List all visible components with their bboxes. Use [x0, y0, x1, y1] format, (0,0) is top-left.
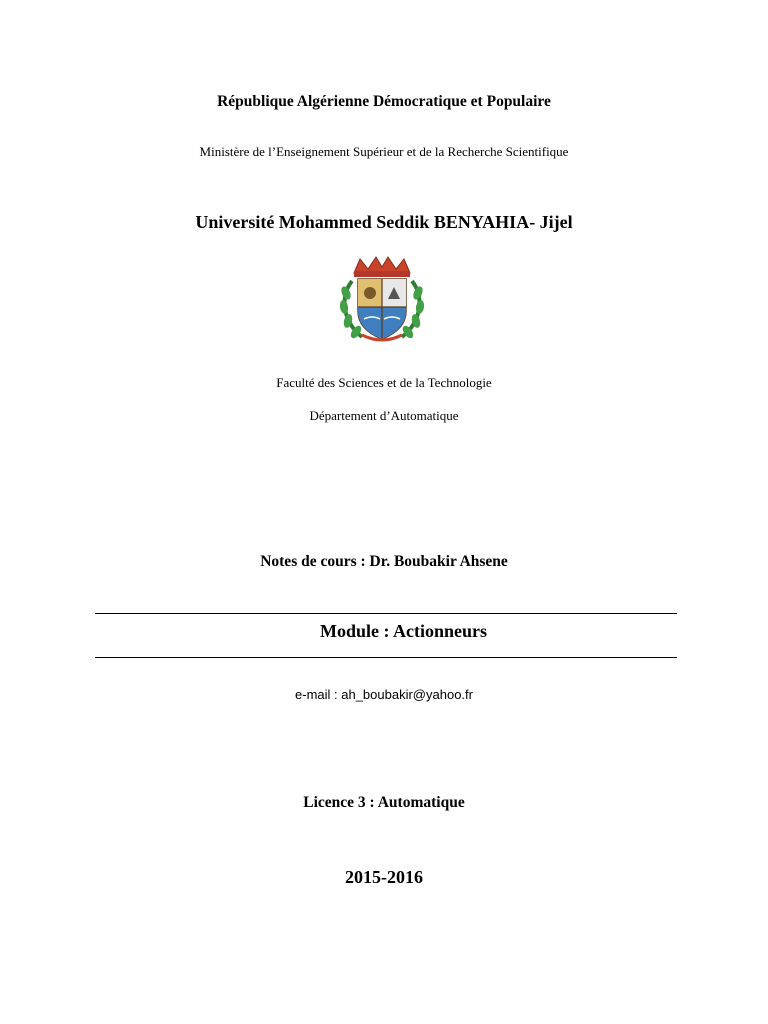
module-title: Module : Actionneurs: [320, 621, 488, 641]
licence-level: Licence 3 : Automatique: [303, 794, 465, 811]
academic-year: 2015-2016: [345, 867, 423, 887]
course-notes-author: Notes de cours : Dr. Boubakir Ahsene: [260, 553, 508, 570]
department-name: Département d’Automatique: [309, 408, 459, 423]
university-emblem-icon: [332, 251, 432, 345]
faculty-name: Faculté des Sciences et de la Technologie: [276, 375, 492, 390]
university-title: Université Mohammed Seddik BENYAHIA- Jijel: [195, 212, 573, 232]
republique-heading: République Algérienne Démocratique et Populaire: [217, 93, 551, 110]
divider-bottom: [95, 657, 677, 658]
email-contact: e-mail : ah_boubakir@yahoo.fr: [295, 687, 473, 702]
ministere-heading: Ministère de l’Enseignement Supérieur et de la Recherche Scientifique: [199, 144, 569, 159]
divider-top: [95, 613, 677, 614]
